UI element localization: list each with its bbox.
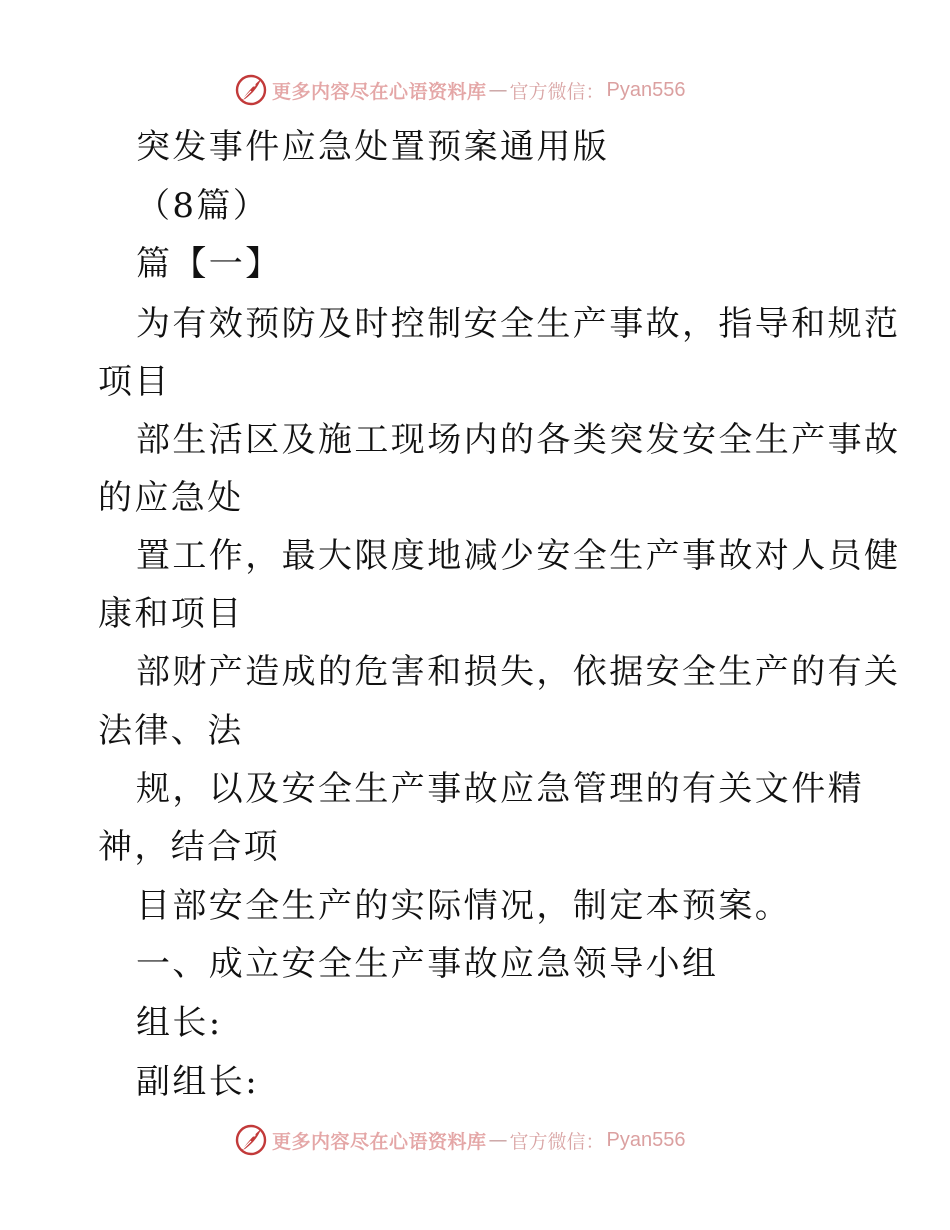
body-line: 目部安全生产的实际情况，制定本预案。 [136,886,792,926]
body-line: 神，结合项 [98,827,280,867]
document-subtitle: （8篇） [136,186,270,226]
watermark-wechat-label: 官方微信： [509,80,605,103]
quill-pen-logo-icon [234,1123,268,1157]
header-watermark [234,73,686,107]
body-line: 部财产造成的危害和损失，依据安全生产的有关 [136,652,901,692]
body-line: 规，以及安全生产事故应急管理的有关文件精 [136,769,864,809]
document-title: 突发事件应急处置预案通用版 [136,127,610,167]
body-line: 康和项目 [98,594,244,634]
quill-pen-logo-icon [234,73,268,107]
footer-watermark [234,1123,686,1157]
watermark-site-text: 更多内容尽在心语资料库 [272,80,487,103]
watermark-wechat-label: 官方微信： [509,1130,605,1153]
body-line: 法律、法 [98,711,244,751]
watermark-wechat-id: Pyan556 [606,1128,686,1151]
watermark-separator: — [488,1129,508,1151]
section-item-heading: 一、成立安全生产事故应急领导小组 [136,944,719,984]
body-line: 为有效预防及时控制安全生产事故，指导和规范 [136,304,901,344]
watermark-separator: — [488,79,508,101]
body-line: 部生活区及施工现场内的各类突发安全生产事故 [136,420,901,460]
body-line: 的应急处 [98,478,244,518]
group-leader-field: 组长: [136,1003,223,1043]
body-line: 项目 [98,362,171,402]
body-line: 置工作，最大限度地减少安全生产事故对人员健 [136,536,901,576]
section-heading: 篇【一】 [136,244,282,284]
deputy-leader-field: 副组长: [136,1062,260,1102]
watermark-wechat-id: Pyan556 [606,78,686,101]
watermark-site-text: 更多内容尽在心语资料库 [272,1130,487,1153]
